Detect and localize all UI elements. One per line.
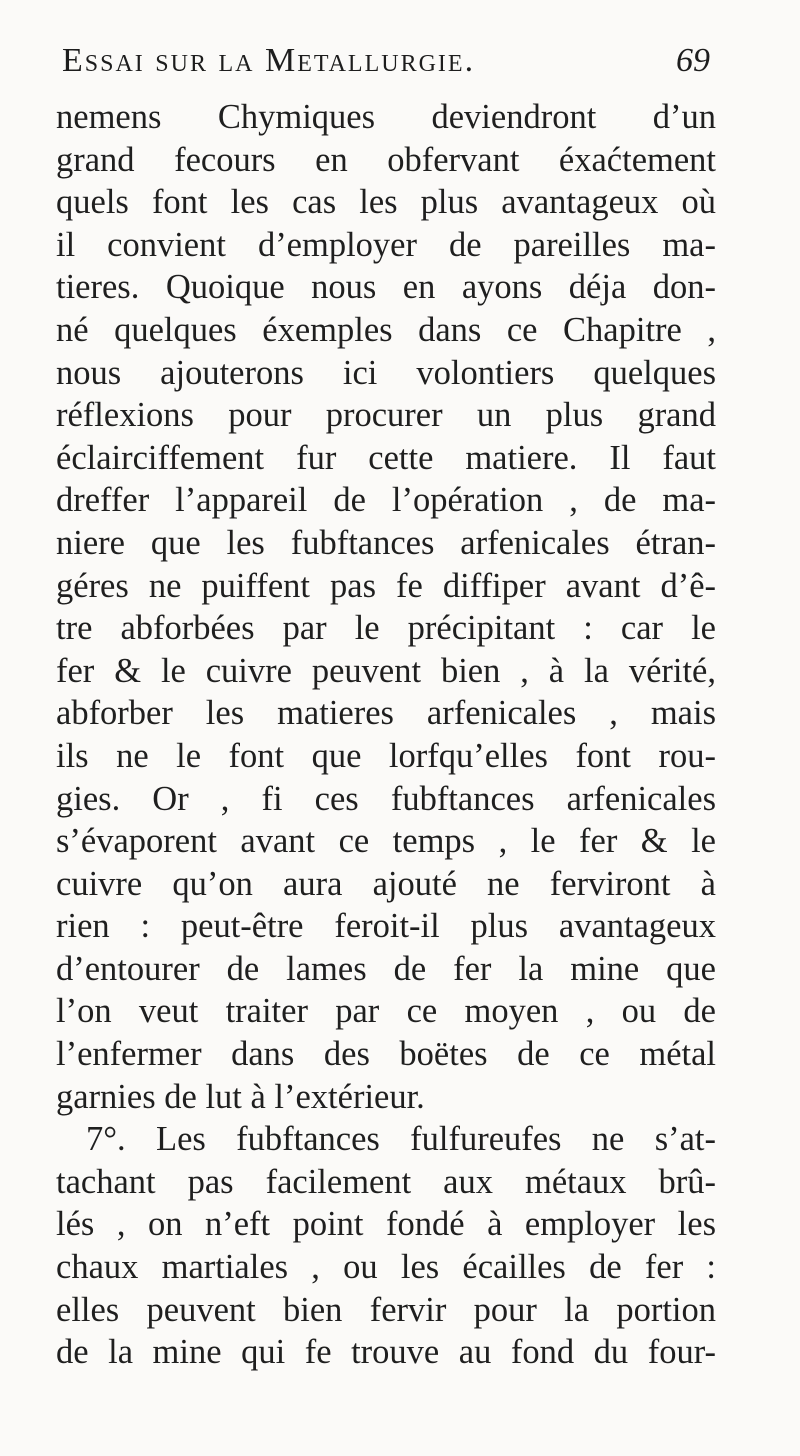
text-line: nous ajouterons ici volontiers quelques <box>56 353 716 392</box>
text-line: 7°. Les fubftances fulfureufes ne s’at- <box>86 1120 716 1159</box>
text-line: il convient d’employer de pareilles ma- <box>56 225 716 264</box>
page-header <box>62 42 710 94</box>
text-line: d’entourer de lames de fer la mine que <box>56 949 716 988</box>
text-line: géres ne puiffent pas fe diffiper avant d’ê- <box>56 566 716 605</box>
text-line: gies. Or , fi ces fubftances arfenicales <box>56 779 716 818</box>
text-line: lés , on n’eft point fondé à employer les <box>56 1205 716 1244</box>
text-line: fer & le cuivre peuvent bien , à la vérité, <box>56 651 716 690</box>
text-line: niere que les fubftances arfenicales étran- <box>56 523 716 562</box>
text-line: garnies de lut à l’extérieur. <box>56 1077 425 1116</box>
text-line: elles peuvent bien fervir pour la portion <box>56 1290 716 1329</box>
text-line: né quelques éxemples dans ce Chapitre , <box>56 310 716 349</box>
text-line: rien : peut-être feroit-il plus avantageux <box>56 907 716 946</box>
text-line: dreffer l’appareil de l’opération , de ma- <box>56 481 716 520</box>
text-line: tachant pas facilement aux métaux brû- <box>56 1162 716 1201</box>
text-line: cuivre qu’on aura ajouté ne ferviront à <box>56 864 716 903</box>
text-line: grand fecours en obfervant éxaćtement <box>56 140 716 179</box>
text-line: s’évaporent avant ce temps , le fer & le <box>56 822 716 861</box>
text-line: de la mine qui fe trouve au fond du four- <box>56 1333 716 1372</box>
text-line: quels font les cas les plus avantageux où <box>56 183 716 222</box>
text-line: ils ne le font que lorfqu’elles font rou- <box>56 736 716 775</box>
text-line: éclairciffement fur cette matiere. Il faut <box>56 438 716 477</box>
text-line: l’on veut traiter par ce moyen , ou de <box>56 992 716 1031</box>
text-line: réflexions pour procurer un plus grand <box>56 396 716 435</box>
text-line: nemens Chymiques deviendront d’un <box>56 98 716 136</box>
running-title: Essai sur la Metallurgie. <box>62 42 476 79</box>
text-line: tieres. Quoique nous en ayons déja don- <box>56 268 716 307</box>
text-line: tre abforbées par le précipitant : car le <box>56 609 716 648</box>
body-text <box>56 96 716 1374</box>
text-line: abforber les matieres arfenicales , mais <box>56 694 716 733</box>
text-line: chaux martiales , ou les écailles de fer : <box>56 1248 716 1287</box>
page-number: 69 <box>676 42 710 79</box>
text-line: l’enfermer dans des boëtes de ce métal <box>56 1035 716 1074</box>
